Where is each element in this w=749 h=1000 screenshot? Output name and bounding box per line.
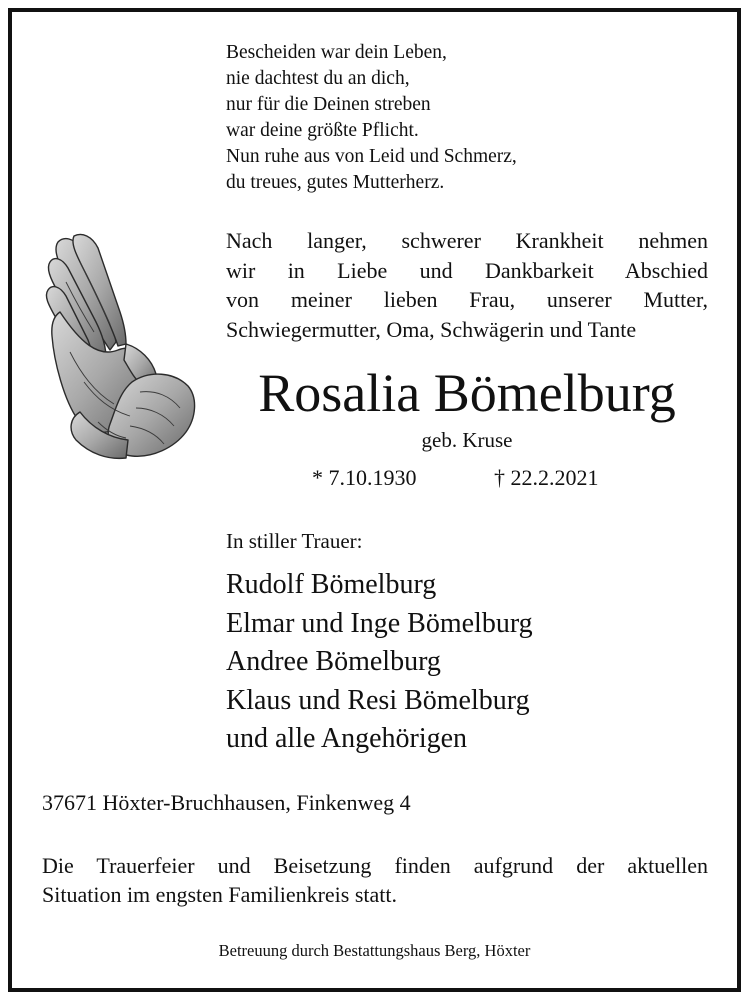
- intro-text: [226, 226, 708, 344]
- poem-line: nie dachtest du an dich,: [226, 68, 410, 89]
- poem: [226, 40, 517, 196]
- address: 37671 Höxter-Bruchhausen, Finkenweg 4: [42, 790, 411, 815]
- ceremony-line: Die Trauerfeier und Beisetzung finden aufgrund der aktuellen: [42, 853, 708, 878]
- mourning-heading: In stiller Trauer:: [226, 529, 363, 553]
- poem-line: nur für die Deinen streben: [226, 94, 431, 115]
- poem-line: du treues, gutes Mutterherz.: [226, 172, 445, 193]
- birth-date: * 7.10.1930: [312, 465, 417, 490]
- poem-line: Nun ruhe aus von Leid und Schmerz,: [226, 146, 517, 167]
- mourner-name: Elmar und Inge Bömelburg: [226, 607, 533, 639]
- praying-hands-icon: [40, 232, 200, 464]
- ceremony-notice: [42, 851, 708, 909]
- poem-line: war deine größte Pflicht.: [226, 120, 419, 141]
- poem-line: Bescheiden war dein Leben,: [226, 42, 447, 63]
- maiden-name: geb. Kruse: [421, 428, 513, 452]
- mourner-name: Klaus und Resi Bömelburg: [226, 684, 530, 716]
- intro-line: wir in Liebe und Dankbarkeit Abschied: [226, 257, 708, 283]
- ceremony-line: Situation im engsten Familienkreis statt.: [42, 882, 398, 907]
- mourner-name: und alle Angehörigen: [226, 723, 468, 754]
- deceased-name: Rosalia Bömelburg: [258, 363, 676, 423]
- intro-line: Schwiegermutter, Oma, Schwägerin und Tante: [226, 316, 637, 342]
- intro-line: von meiner lieben Frau, unserer Mutter,: [226, 287, 708, 312]
- death-date: † 22.2.2021: [494, 465, 599, 490]
- mourner-name: Andree Bömelburg: [226, 646, 441, 677]
- funeral-home-credit: Betreuung durch Bestattungshaus Berg, Höxter: [218, 941, 531, 960]
- mourners-list: [226, 566, 533, 759]
- intro-line: Nach langer, schwerer Krankheit nehmen: [226, 228, 708, 253]
- mourner-name: Rudolf Bömelburg: [226, 569, 437, 600]
